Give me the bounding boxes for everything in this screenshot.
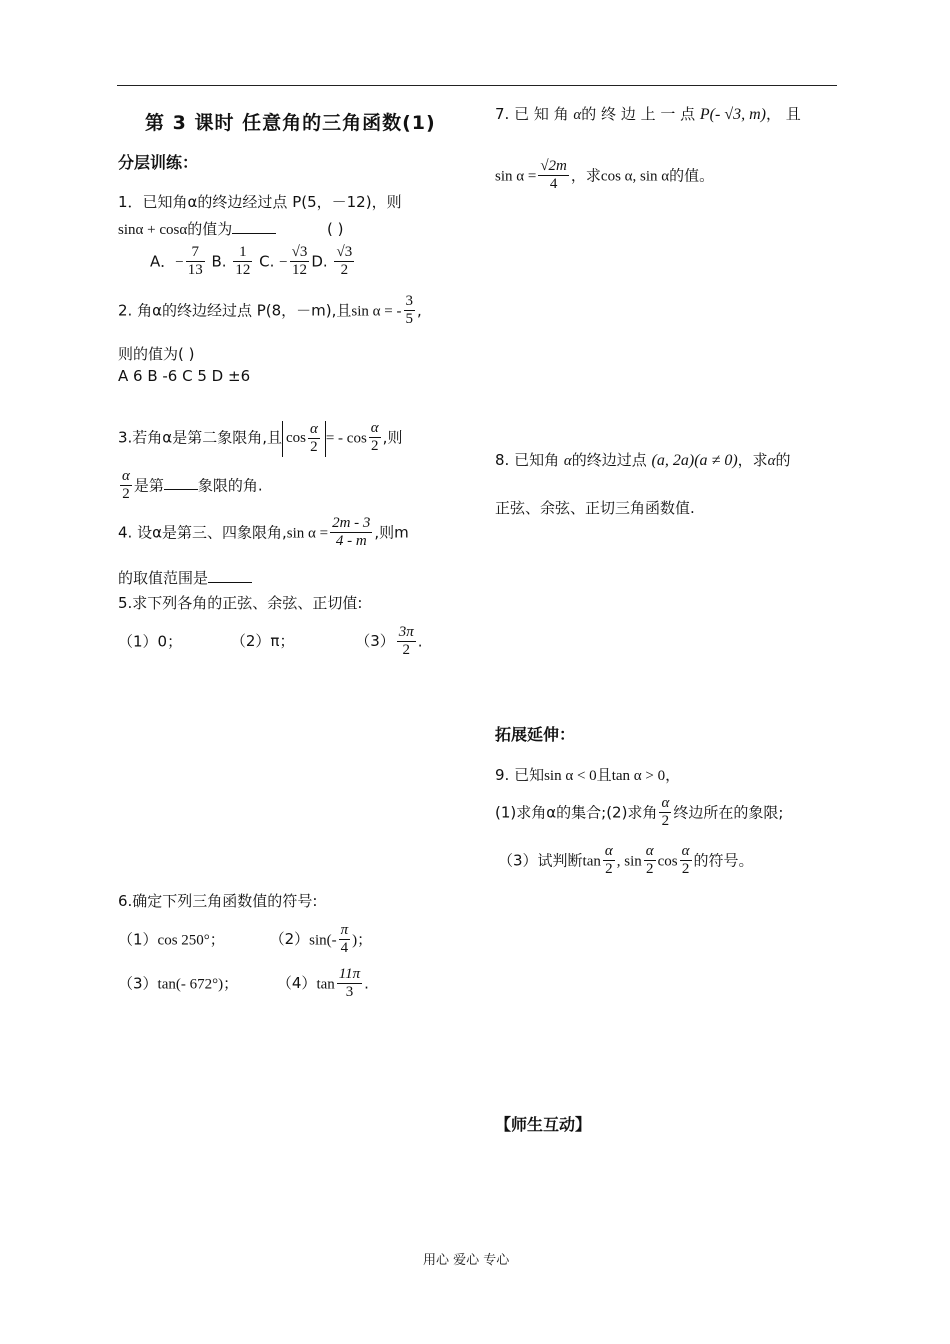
q3-line2-den: 2 xyxy=(122,486,130,503)
q6-part2-end: )； xyxy=(352,932,373,949)
q1-option-b-label: B. xyxy=(211,252,227,271)
q3-line2-text2: 象限的角. xyxy=(197,476,263,495)
q1-option-b-den: 12 xyxy=(235,262,251,279)
q8-prefix: 8. 已知角 xyxy=(495,451,560,469)
q2-line2: 则的值为( ) xyxy=(118,345,195,363)
q9-line2-den: 2 xyxy=(661,813,670,830)
q2-den: 5 xyxy=(405,311,413,328)
q5-part3-den: 2 xyxy=(402,642,411,659)
q9-line3-den2: 2 xyxy=(645,861,654,878)
q6-part4-den: 3 xyxy=(345,984,354,1001)
q7-line2-end: 的值。 xyxy=(669,166,715,185)
q6-part4-end: . xyxy=(364,974,369,993)
q9-line3 xyxy=(498,843,754,879)
q5-part3-end: . xyxy=(417,632,423,651)
q6-part1-expr: cos 250°； xyxy=(157,932,225,949)
q6-part2-den: 4 xyxy=(340,940,349,957)
q6-part2-num: π xyxy=(339,922,351,940)
q1-option-a-label: A． xyxy=(150,252,176,271)
q1-option-a-fraction xyxy=(186,244,205,280)
q9-line3-tan: tan xyxy=(582,853,601,870)
q9-line3-num1: α xyxy=(603,843,615,861)
q9-line3-a: （3）试判断 xyxy=(498,851,583,870)
q1-options xyxy=(150,244,356,280)
q8-mid: 的终边过点 xyxy=(571,451,647,469)
q5-parts xyxy=(118,624,423,660)
q9-line3-fraction2 xyxy=(644,843,656,879)
q2-end: , xyxy=(417,301,422,320)
q1-option-b-fraction xyxy=(233,244,252,280)
q9-line1 xyxy=(495,764,680,785)
q7-line2 xyxy=(495,158,714,194)
q2-fraction xyxy=(404,293,416,329)
q1-option-a-num: 7 xyxy=(186,244,205,262)
q5-part3-num: 3π xyxy=(397,624,416,642)
q8-mid2: ，求 xyxy=(737,451,768,469)
q2-prefix: 2. 角α的终边经过点 P(8，－m),且 xyxy=(118,301,352,320)
section-practice-heading: 分层训练： xyxy=(118,153,199,172)
q6-part2-expr: sin(- xyxy=(309,932,337,949)
q4-line2 xyxy=(118,567,252,588)
q5-part2: （2）π； xyxy=(230,632,295,651)
q9-prefix: 9. 已知 xyxy=(495,766,545,784)
q3-line2 xyxy=(118,468,263,504)
q7-mid: 的 终 边 上 一 点 xyxy=(581,105,696,123)
q7-line2-num: √2m xyxy=(538,158,569,176)
q1-option-a-sign: − xyxy=(175,254,184,271)
q6-part4-fraction xyxy=(337,966,362,1002)
q8-alpha2: α xyxy=(767,453,776,469)
q9-line3-end: 的符号。 xyxy=(693,851,754,870)
q9-line3-den1: 2 xyxy=(605,861,613,878)
q9-line3-den3: 2 xyxy=(681,861,690,878)
q7-line2-den: 4 xyxy=(549,176,558,193)
page-footer: 用心 爱心 专心 xyxy=(423,1253,510,1268)
q9-line3-num3: α xyxy=(680,843,692,861)
q2-num: 3 xyxy=(404,293,416,311)
q1-expr: sinα + cosα xyxy=(118,222,188,238)
q1-option-c-num: √3 xyxy=(290,244,310,262)
q9-line3-sin: , sin xyxy=(616,853,642,870)
q7-line2-text: ，求 xyxy=(570,166,601,185)
q9-expr2: tan α > 0 xyxy=(611,768,666,784)
q7-line2-expr2: cos α, sin α xyxy=(600,168,670,185)
q5-stem: 5.求下列各角的正弦、余弦、正切值: xyxy=(118,594,363,612)
q4-line1 xyxy=(118,515,409,551)
section-extension-heading: 拓展延伸： xyxy=(495,725,576,744)
q3-right-fraction xyxy=(369,420,381,456)
q6-part3-expr: tan(- 672°)； xyxy=(157,976,239,993)
q7-line1 xyxy=(495,103,801,124)
q3-line2-num: α xyxy=(120,468,132,486)
q1-option-a-den: 13 xyxy=(187,262,203,279)
q9-line3-fraction1 xyxy=(603,843,615,879)
q5-part3-label: （3） xyxy=(355,632,395,651)
q6-stem: 6.确定下列三角函数值的符号: xyxy=(118,892,318,910)
q3-answer-blank[interactable] xyxy=(164,475,198,490)
q9-line2-a: (1)求角α的集合;(2)求角 xyxy=(495,803,658,822)
q6-row2 xyxy=(118,966,369,1002)
q8-alpha: α xyxy=(563,453,572,469)
q9-end: ， xyxy=(665,766,681,784)
q6-part4-num: 11π xyxy=(337,966,362,984)
q9-expr1: sin α < 0 xyxy=(544,768,597,784)
q3-abs-den: 2 xyxy=(310,439,318,456)
q8-point: (a, 2a)(a ≠ 0) xyxy=(651,452,738,469)
q1-option-d-den: 2 xyxy=(340,262,349,279)
q1-text: 的值为 xyxy=(187,220,233,238)
q7-line2-fraction xyxy=(538,158,569,194)
q7-point: P(- √3, m) xyxy=(699,106,766,123)
q9-line2-fraction xyxy=(659,795,671,831)
q6-part2-fraction xyxy=(339,922,351,958)
q1-line1: 1．已知角α的终边经过点 P(5，－12)，则 xyxy=(118,193,402,211)
q3-line1 xyxy=(118,420,402,457)
q8-line1 xyxy=(495,449,791,470)
q3-right-den: 2 xyxy=(370,438,379,455)
q1-option-d-num: √3 xyxy=(334,244,354,262)
q1-answer-blank[interactable] xyxy=(232,219,276,234)
q7-alpha: α xyxy=(573,107,582,123)
q6-part2-label: （2） xyxy=(269,930,310,949)
q6-part4-label: （4） xyxy=(276,974,317,993)
q4-num: 2m - 3 xyxy=(330,515,372,533)
q3-end: ,则 xyxy=(382,428,403,447)
q6-row1 xyxy=(118,922,372,958)
q9-line3-fraction3 xyxy=(680,843,692,879)
q1-option-d-label: D. xyxy=(311,252,328,271)
q3-prefix: 3.若角α是第二象限角,且 xyxy=(118,428,282,447)
q6-part4-expr: tan xyxy=(316,976,335,993)
q4-fraction xyxy=(330,515,372,551)
q4-den: 4 - m xyxy=(335,533,367,550)
q2-options: A 6 B -6 C 5 D ±6 xyxy=(118,367,251,385)
q3-right-num: α xyxy=(369,420,381,438)
q9-line2 xyxy=(495,795,783,831)
q1-option-c-sign: − xyxy=(279,254,288,271)
q4-prefix: 4. 设α是第三、四象限角, xyxy=(118,523,287,542)
q3-abs-func: cos xyxy=(285,430,306,447)
q3-middle: = - cos xyxy=(325,430,367,447)
q6-part1-label: （1） xyxy=(118,930,158,949)
q3-abs-value xyxy=(282,421,326,457)
section-interaction-heading: 【师生互动】 xyxy=(495,1115,592,1134)
q1-option-c-label: C. xyxy=(259,252,275,271)
q1-option-d-fraction xyxy=(334,244,354,280)
q2-line1 xyxy=(118,293,422,329)
q9-line2-num: α xyxy=(659,795,671,813)
q4-suffix: ,则m xyxy=(374,523,409,542)
q9-and: 且 xyxy=(596,766,612,784)
q3-line2-fraction xyxy=(120,468,132,504)
q1-option-c-fraction xyxy=(290,244,310,280)
q7-end: ， 且 xyxy=(766,105,801,123)
q7-line2-expr: sin α = xyxy=(495,168,537,185)
header-rule xyxy=(117,85,837,86)
q5-part1: （1）0； xyxy=(118,632,183,651)
q6-part3-label: （3） xyxy=(118,974,158,993)
q3-abs-num: α xyxy=(308,421,320,439)
q2-expr: sin α = - xyxy=(351,303,402,320)
q8-end: 的 xyxy=(775,451,791,469)
q4-answer-blank[interactable] xyxy=(208,568,252,583)
q4-line2-text: 的取值范围是 xyxy=(118,569,209,587)
q9-line3-num2: α xyxy=(644,843,656,861)
q7-prefix: 7. 已 知 角 xyxy=(495,105,569,123)
q5-part3-fraction xyxy=(397,624,416,660)
q9-line3-cos: cos xyxy=(657,853,678,870)
page-title: 第 3 课时 任意角的三角函数(1) xyxy=(145,112,436,134)
q3-abs-fraction xyxy=(308,421,320,457)
q1-paren: ( ) xyxy=(326,220,344,238)
q3-line2-text1: 是第 xyxy=(133,476,164,495)
q9-line2-b: 终边所在的象限; xyxy=(673,803,784,822)
q8-line2: 正弦、余弦、正切三角函数值. xyxy=(495,499,695,517)
q4-expr: sin α = xyxy=(286,525,329,542)
q1-option-b-num: 1 xyxy=(233,244,252,262)
q1-option-c-den: 12 xyxy=(292,262,307,279)
q1-line2 xyxy=(118,218,343,239)
